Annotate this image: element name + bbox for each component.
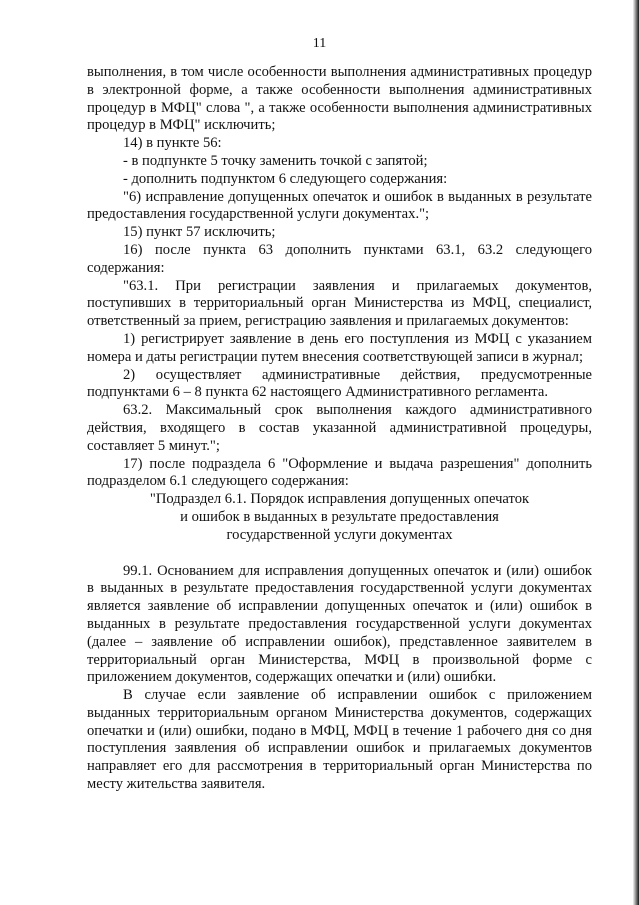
item-14-subpoint-2: - дополнить подпунктом 6 следующего содержания: (123, 170, 448, 187)
item-15: 15) пункт 57 исключить; (123, 224, 276, 241)
item-17: 17) после подраздела 6 "Оформление и выдача разрешения" дополнить подразделом 6.1 следующего содержания: (87, 455, 592, 490)
document-body (87, 64, 592, 794)
item-14: 14) в пункте 56: (123, 135, 222, 152)
clause-63-1: "63.1. При регистрации заявления и прилагаемых документов, поступивших в территориальный орган Министерства из МФЦ, специалист, ответственный за прием, регистрацию заявления и прилагаемых документов: (87, 277, 592, 330)
page-number: 11 (312, 36, 327, 51)
subsection-heading-line-2: и ошибок в выданных в результате предоставления (180, 508, 499, 525)
item-16: 16) после пункта 63 дополнить пунктами 63.1, 63.2 следующего содержания: (87, 241, 592, 276)
clause-99-1-paragraph-2: В случае если заявление об исправлении ошибок с приложением выданных территориальным органом Министерства документов, содержащих опечатки и (или) ошибки, подано в МФЦ, МФЦ в течение 1 рабочего дня со дня поступления заявления об исправлении ошибок и прилагаемых документов направляет его для рассмотрения в территориальный орган Министерства по месту жительства заявителя. (87, 687, 592, 793)
page-edge-shadow (633, 0, 639, 905)
clause-63-1-sub-2: 2) осуществляет административные действия, предусмотренные подпунктами 6 – 8 пункта 62 настоящего Административного регламента. (87, 366, 592, 401)
clause-63-2: 63.2. Максимальный срок выполнения каждого административного действия, входящего в состав указанной административной процедуры, составляет 5 минут."; (87, 402, 592, 454)
clause-99-1: 99.1. Основанием для исправления допущенных опечаток и (или) ошибок в выданных в результате предоставления государственной услуги документах является заявление об исправлении допущенных опечаток и (или) ошибок в выданных в результате предоставления государственной услуги документах (далее – заявление об исправлении ошибок), представленное заявителем в территориальный орган Министерства, МФЦ в произвольной форме с приложением документов, содержащих опечатки и (или) ошибки. (87, 562, 592, 686)
section-gap (87, 545, 592, 563)
item-14-quote: "6) исправление допущенных опечаток и ошибок в выданных в результате предоставления государственной услуги документах."; (87, 188, 592, 223)
subsection-heading-line-3: государственной услуги документах (226, 526, 453, 543)
clause-63-1-sub-1: 1) регистрирует заявление в день его поступления из МФЦ с указанием номера и даты регистрации путем внесения соответствующей записи в журнал; (87, 330, 592, 365)
paragraph-continuation: выполнения, в том числе особенности выполнения административных процедур в электронной форме, а также особенности выполнения административных процедур в МФЦ" слова ", а также особенности выполнения административных процедур в МФЦ" исключить; (87, 64, 592, 134)
subsection-heading-line-1: "Подраздел 6.1. Порядок исправления допущенных опечаток (149, 491, 530, 508)
item-14-subpoint-1: - в подпункте 5 точку заменить точкой с запятой; (123, 152, 428, 169)
